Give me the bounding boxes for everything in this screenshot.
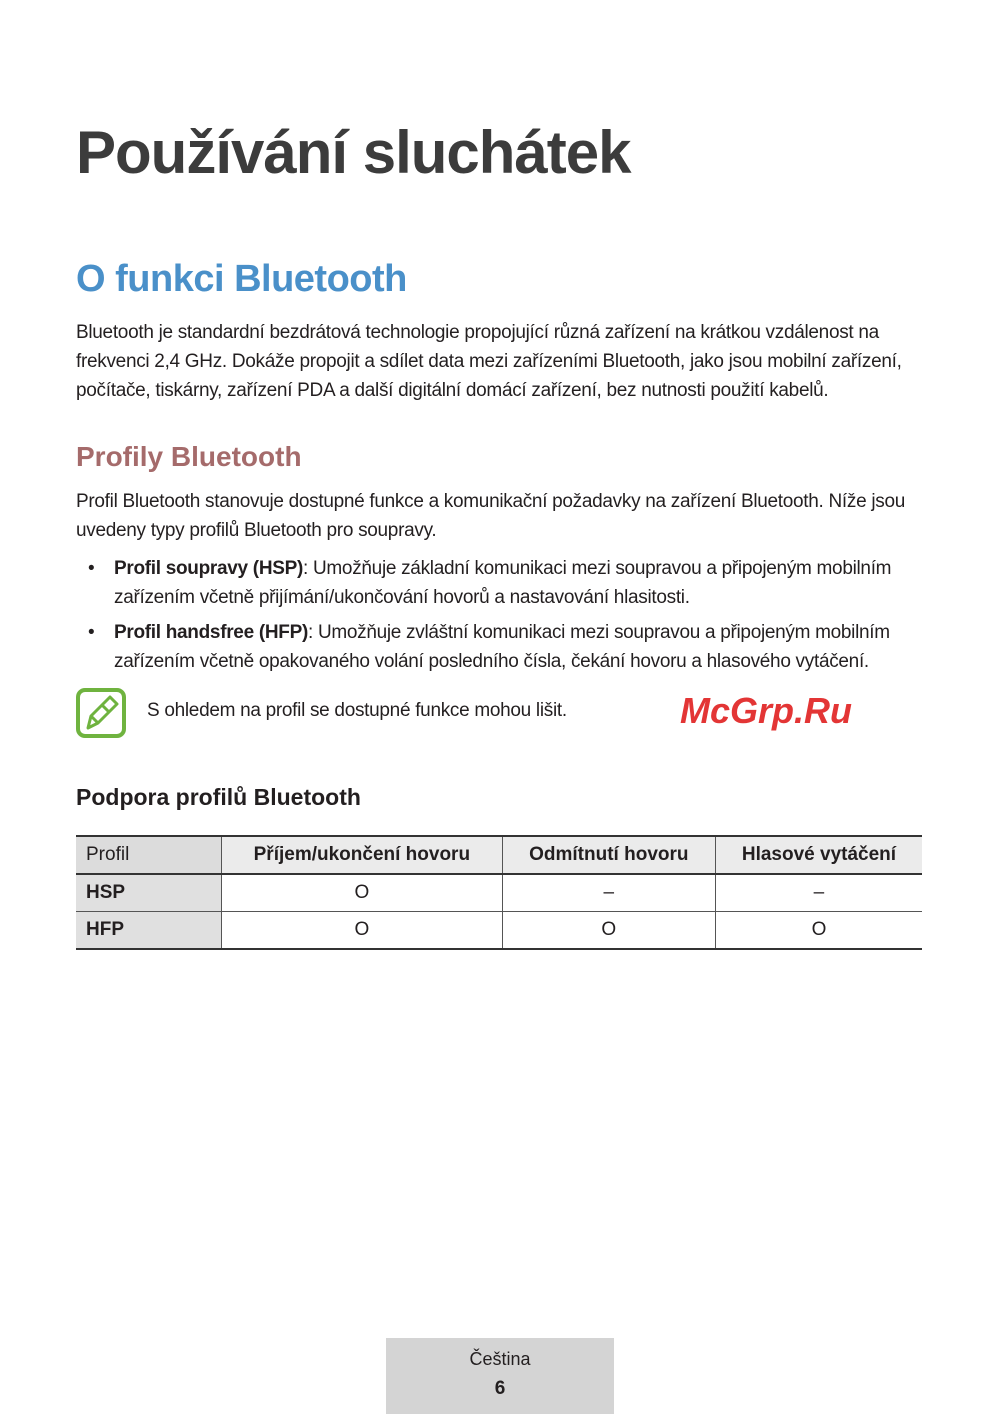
page-title: Používání sluchátek bbox=[76, 119, 631, 186]
cell: HFP bbox=[76, 912, 222, 950]
header-cell: Hlasové vytáčení bbox=[715, 836, 922, 874]
list-item bbox=[76, 618, 936, 676]
page-footer bbox=[386, 1338, 614, 1414]
bullet-text: : Umožňuje zvláštní komunikaci mezi soupravou a připojeným mobilním zařízením včetně opakovaného volání posledního čísla, čekání hovoru a hlasového vytáčení. bbox=[114, 622, 890, 672]
bullet-term: Profil handsfree (HFP) bbox=[114, 622, 308, 643]
bullet: • bbox=[88, 622, 95, 643]
bullet: • bbox=[88, 558, 95, 579]
table-header-row bbox=[76, 836, 922, 874]
note-pencil-icon bbox=[76, 688, 126, 743]
header-cell: Odmítnutí hovoru bbox=[502, 836, 715, 874]
subsection-heading: Profily Bluetooth bbox=[76, 441, 302, 472]
profile-support-table bbox=[76, 835, 922, 950]
cell: O bbox=[715, 912, 922, 950]
section-heading: O funkci Bluetooth bbox=[76, 258, 407, 300]
cell: – bbox=[502, 874, 715, 912]
intro-paragraph: Bluetooth je standardní bezdrátová technologie propojující různá zařízení na krátkou vzdálenost na frekvenci 2,4 GHz. Dokáže propojit a sdílet data mezi zařízeními Bluetooth, jako jsou mobilní zařízení, počítače, tiskárny, zařízení PDA a další digitální domácí zařízení, bez nutnosti použití kabelů. bbox=[76, 322, 902, 401]
table-title: Podpora profilů Bluetooth bbox=[76, 784, 361, 810]
profiles-intro: Profil Bluetooth stanovuje dostupné funkce a komunikační požadavky na zařízení Bluetooth. Níže jsou uvedeny typy profilů Bluetooth pro soupravy. bbox=[76, 491, 905, 541]
watermark: McGrp.Ru bbox=[680, 690, 853, 731]
header-cell: Profil bbox=[76, 836, 222, 874]
bullet-term: Profil soupravy (HSP) bbox=[114, 558, 304, 579]
list-item bbox=[76, 554, 936, 612]
footer-language: Čeština bbox=[469, 1349, 531, 1369]
bullet-text: : Umožňuje základní komunikaci mezi soupravou a připojeným mobilním zařízením včetně přijímání/ukončování hovorů a nastavování hlasitosti. bbox=[114, 558, 892, 608]
cell: O bbox=[502, 912, 715, 950]
note-text: S ohledem na profil se dostupné funkce mohou lišit. bbox=[147, 700, 567, 721]
cell: – bbox=[715, 874, 922, 912]
table-row bbox=[76, 874, 922, 912]
profile-list bbox=[76, 554, 936, 682]
cell: O bbox=[222, 874, 503, 912]
table-row bbox=[76, 912, 922, 950]
cell: O bbox=[222, 912, 503, 950]
cell: HSP bbox=[76, 874, 222, 912]
page-number: 6 bbox=[494, 1378, 506, 1399]
header-cell: Příjem/ukončení hovoru bbox=[222, 836, 503, 874]
